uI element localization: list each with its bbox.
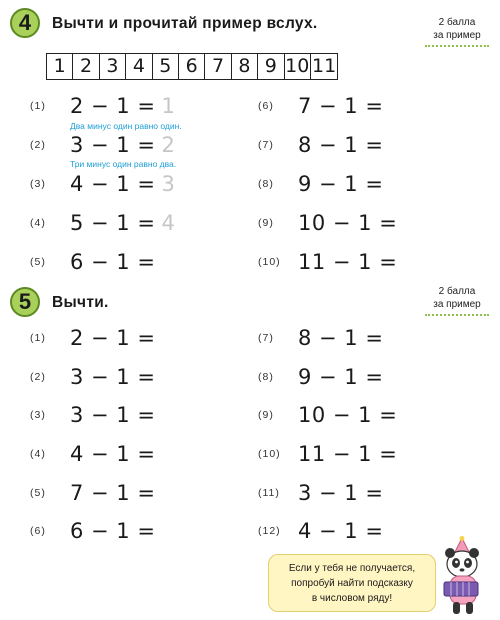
problem-number: (3) (30, 409, 46, 421)
problem-expression: 3 − 1 = (70, 133, 156, 157)
problem-expression: 10 − 1 = (298, 211, 398, 235)
score-per: за пример (433, 30, 481, 41)
problem-number: (9) (258, 409, 274, 421)
task-5-title: Вычти. (52, 294, 109, 311)
problem-expression: 2 − 1 = (70, 94, 156, 118)
problem-number: (1) (30, 332, 46, 344)
problem-number: (2) (30, 139, 46, 151)
problem-row (258, 247, 397, 277)
number-line-cell: 11 (312, 55, 337, 77)
problem-row (30, 130, 175, 160)
problem-row (258, 439, 397, 469)
problem-expression: 5 − 1 = (70, 211, 156, 235)
problem-number: (10) (258, 448, 281, 460)
problem-row (30, 362, 155, 392)
problem-expression: 6 − 1 = (70, 250, 156, 274)
task-4-score (425, 16, 489, 47)
answer-tracing: 2 (161, 133, 175, 157)
hint-line: Если у тебя не получается, (288, 563, 416, 574)
problem-row (258, 323, 383, 353)
score-points: 2 балла (438, 286, 476, 297)
problem-expression: 4 − 1 = (70, 442, 156, 466)
problem-row (258, 516, 383, 546)
task-4-badge: 4 (10, 8, 40, 38)
hint-line: попробуй найти подсказку (291, 578, 413, 589)
problem-expression: 9 − 1 = (298, 172, 384, 196)
problem-row (30, 323, 155, 353)
problem-row (258, 130, 383, 160)
problem-expression: 6 − 1 = (70, 519, 156, 543)
problem-expression: 4 − 1 = (70, 172, 156, 196)
problem-row (258, 208, 397, 238)
problem-row (30, 247, 155, 277)
problem-row (30, 478, 155, 508)
problem-expression: 7 − 1 = (70, 481, 156, 505)
number-line-cell: 2 (73, 54, 99, 79)
problem-row (258, 91, 383, 121)
problem-expression: 3 − 1 = (298, 481, 384, 505)
read-aloud-hint: Два минус один равно один. (70, 121, 182, 131)
score-per: за пример (433, 299, 481, 310)
problem-number: (8) (258, 371, 274, 383)
problem-expression: 7 − 1 = (298, 94, 384, 118)
number-line-cell: 8 (232, 54, 258, 79)
problem-number: (4) (30, 448, 46, 460)
problem-row (30, 439, 155, 469)
number-line (46, 53, 338, 80)
problem-number: (6) (30, 525, 46, 537)
problem-expression: 8 − 1 = (298, 133, 384, 157)
number-line-cell: 10 (285, 55, 310, 77)
answer-tracing: 3 (161, 172, 175, 196)
problem-number: (8) (258, 178, 274, 190)
problem-expression: 11 − 1 = (298, 250, 398, 274)
problem-row (258, 362, 383, 392)
problem-number: (10) (258, 256, 281, 268)
number-line-cell: 5 (153, 54, 179, 79)
problem-number: (9) (258, 217, 274, 229)
problem-expression: 9 − 1 = (298, 365, 384, 389)
task-5-score (425, 285, 489, 316)
answer-tracing: 1 (161, 94, 175, 118)
problem-row (30, 169, 175, 199)
problem-row (30, 516, 155, 546)
number-line-cell: 4 (126, 54, 152, 79)
read-aloud-hint: Три минус один равно два. (70, 159, 177, 169)
problem-number: (3) (30, 178, 46, 190)
number-line-cell: 1 (47, 54, 73, 79)
problem-expression: 4 − 1 = (298, 519, 384, 543)
task-4-title: Вычти и прочитай пример вслух. (52, 15, 318, 32)
problem-expression: 10 − 1 = (298, 403, 398, 427)
problem-row (258, 400, 397, 430)
problem-number: (4) (30, 217, 46, 229)
problem-expression: 11 − 1 = (298, 442, 398, 466)
number-line-cell: 7 (205, 54, 231, 79)
hint-speech-bubble (268, 554, 436, 612)
score-points: 2 балла (438, 17, 476, 28)
number-line-cell: 3 (100, 54, 126, 79)
problem-row (258, 478, 383, 508)
problem-expression: 2 − 1 = (70, 326, 156, 350)
problem-number: (12) (258, 525, 281, 537)
problem-number: (5) (30, 256, 46, 268)
problem-number: (2) (30, 371, 46, 383)
problem-number: (11) (258, 487, 280, 499)
problem-expression: 3 − 1 = (70, 403, 156, 427)
problem-number: (6) (258, 100, 274, 112)
answer-tracing: 4 (161, 211, 175, 235)
problem-number: (1) (30, 100, 46, 112)
problem-number: (5) (30, 487, 46, 499)
problem-row (258, 169, 383, 199)
problem-expression: 3 − 1 = (70, 365, 156, 389)
problem-row (30, 91, 175, 121)
hint-line: в числовом ряду! (311, 593, 393, 604)
panda-mascot-icon (440, 536, 496, 618)
problem-row (30, 208, 175, 238)
number-line-cell: 9 (258, 54, 284, 79)
number-line-cell: 6 (179, 54, 205, 79)
task-5-badge: 5 (10, 287, 40, 317)
problem-number: (7) (258, 332, 274, 344)
problem-number: (7) (258, 139, 274, 151)
problem-expression: 8 − 1 = (298, 326, 384, 350)
problem-row (30, 400, 155, 430)
